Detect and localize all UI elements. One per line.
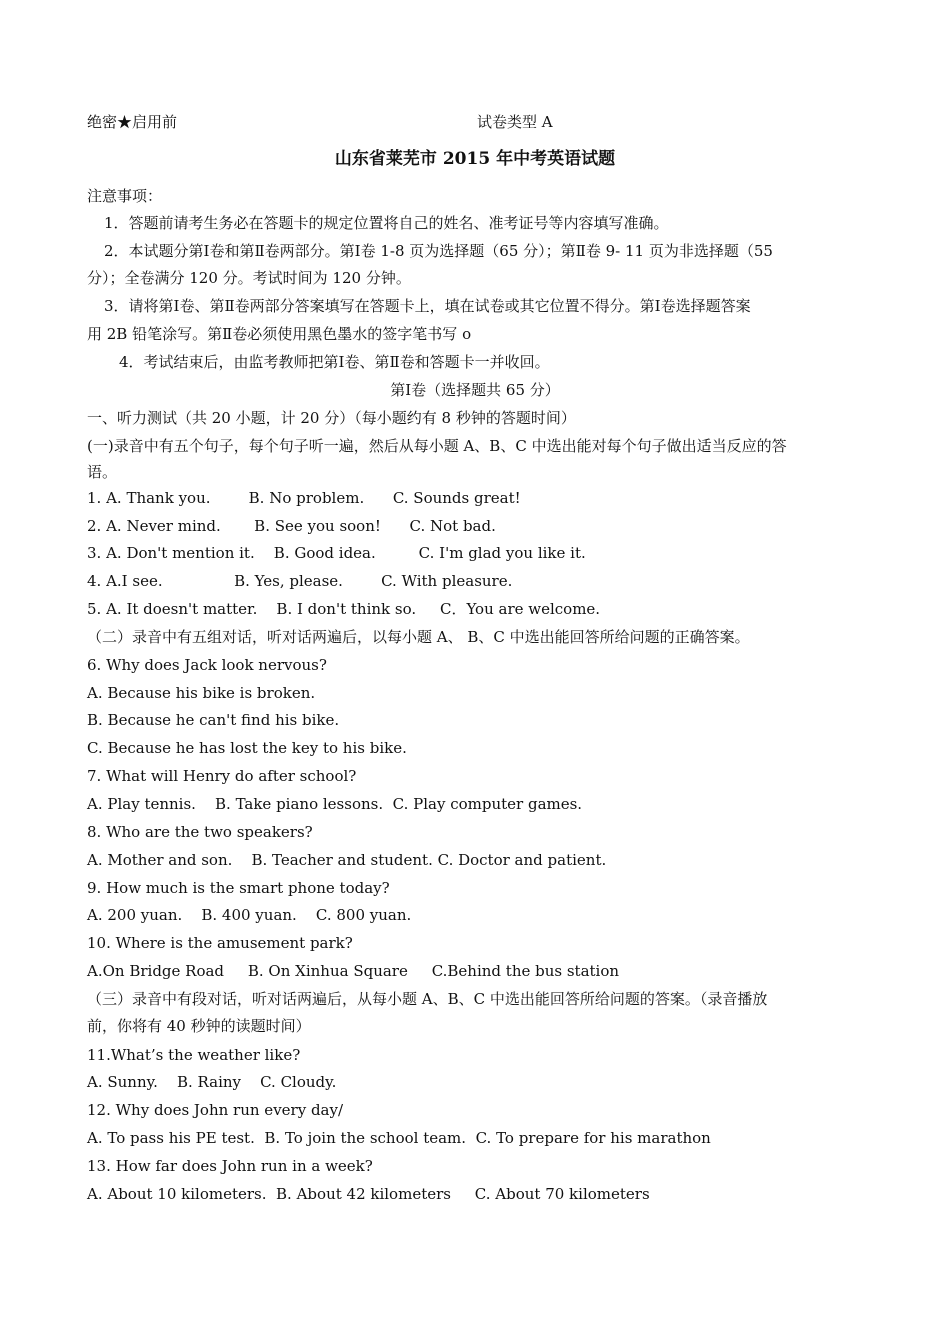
question-8: 8. Who are the two speakers? [87, 823, 313, 841]
question-7-options: A. Play tennis. B. Take piano lessons. C. Play computer games. [87, 795, 583, 813]
notice-item-3-line-1: 3．请将第Ⅰ卷、第Ⅱ卷两部分答案填写在答题卡上，填在试卷或其它位置不得分。第Ⅰ卷选择题答案 [104, 297, 751, 315]
question-12: 12. Why does John run every day/ [87, 1101, 344, 1119]
question-1: 1. A. Thank you. B. No problem. C. Sounds great! [87, 489, 521, 507]
confidential-label: 绝密★启用前 [87, 113, 178, 131]
question-6-option-b: B. Because he can't find his bike. [87, 711, 340, 729]
subsection-3-line-2: 前，你将有 40 秒钟的读题时间） [87, 1017, 311, 1035]
notice-heading: 注意事项： [87, 187, 163, 205]
question-6: 6. Why does Jack look nervous? [87, 656, 327, 674]
question-10-options: A.On Bridge Road B. On Xinhua Square C.Behind the bus station [87, 962, 620, 980]
notice-item-2-line-1: 2．本试题分第Ⅰ卷和第Ⅱ卷两部分。第Ⅰ卷 1-8 页为选择题（65 分）；第Ⅱ卷 9- 11 页为非选择题（55 [104, 242, 773, 260]
notice-item-3-line-2: 用 2B 铅笔涂写。第Ⅱ卷必须使用黑色墨水的签字笔书写 o [87, 325, 472, 343]
question-6-option-a: A. Because his bike is broken. [87, 684, 316, 702]
question-10: 10. Where is the amusement park? [87, 934, 353, 952]
question-3: 3. A. Don't mention it. B. Good idea. C. I'm glad you like it. [87, 544, 586, 562]
question-11: 11.What’s the weather like? [87, 1046, 301, 1064]
question-9: 9. How much is the smart phone today? [87, 879, 390, 897]
question-5: 5. A. It doesn't matter. B. I don't think so. C．You are welcome. [87, 600, 601, 618]
subsection-1-line-1: (一)录音中有五个句子，每个句子听一遍，然后从每小题 A、B、C 中选出能对每个句子做出适当反应的答 [87, 437, 787, 455]
question-9-options: A. 200 yuan. B. 400 yuan. C. 800 yuan. [87, 906, 412, 924]
question-6-option-c: C. Because he has lost the key to his bike. [87, 739, 407, 757]
question-11-options: A. Sunny. B. Rainy C. Cloudy. [87, 1073, 337, 1091]
subsection-2: （二）录音中有五组对话，听对话两遍后，以每小题 A、 B、C 中选出能回答所给问题的正确答案。 [87, 628, 750, 646]
part-1-title: 第Ⅰ卷（选择题共 65 分） [390, 381, 560, 399]
notice-item-4: 4．考试结束后，由监考教师把第Ⅰ卷、第Ⅱ卷和答题卡一并收回。 [119, 353, 550, 371]
paper-type-label: 试卷类型 A [477, 113, 553, 131]
question-8-options: A. Mother and son. B. Teacher and student. C. Doctor and patient. [87, 851, 607, 869]
question-4: 4. A.I see. B. Yes, please. C. With pleasure. [87, 572, 513, 590]
section-1-heading: 一、听力测试（共 20 小题，计 20 分）（每小题约有 8 秒钟的答题时间） [87, 409, 576, 427]
exam-title: 山东省莱芜市 2015 年中考英语试题 [334, 149, 616, 169]
notice-item-1: 1．答题前请考生务必在答题卡的规定位置将自己的姓名、准考证号等内容填写准确。 [104, 214, 669, 232]
subsection-3-line-1: （三）录音中有段对话，听对话两遍后，从每小题 A、B、C 中选出能回答所给问题的答案。（录音播放 [87, 990, 768, 1008]
subsection-1-line-2: 语。 [87, 463, 118, 481]
question-12-options: A. To pass his PE test. B. To join the school team. C. To prepare for his marathon [87, 1129, 711, 1147]
question-13-options: A. About 10 kilometers. B. About 42 kilometers C. About 70 kilometers [87, 1185, 650, 1203]
question-2: 2. A. Never mind. B. See you soon! C. Not bad. [87, 517, 496, 535]
notice-item-2-line-2: 分）；全卷满分 120 分。考试时间为 120 分钟。 [87, 269, 411, 287]
question-13: 13. How far does John run in a week? [87, 1157, 373, 1175]
question-7: 7. What will Henry do after school? [87, 767, 357, 785]
